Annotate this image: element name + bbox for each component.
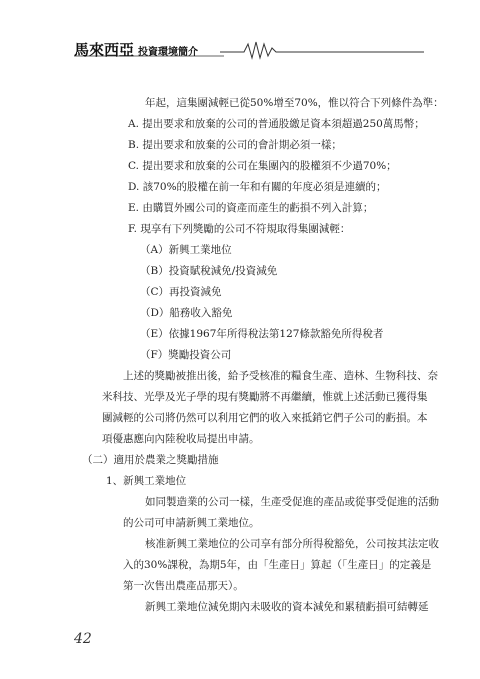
- list-item-b: B. 提出要求和放棄的公司的會計期必須一樣；: [128, 139, 342, 151]
- sub-item-e: （E）依據1967年所得稅法第127條款豁免所得稅者: [140, 328, 384, 340]
- paragraph-line: 核准新興工業地位的公司享有部分所得稅豁免，公司按其法定收: [145, 538, 439, 550]
- sub-item-d: （D）船務收入豁免: [140, 307, 233, 319]
- paragraph-line: 新興工業地位減免期內未吸收的資本減免和累積虧損可結轉延: [145, 601, 429, 613]
- list-item-d: D. 該70%的股權在前一年和有關的年度必須是連續的；: [128, 181, 387, 193]
- sub-item-c: （C）再投資減免: [140, 286, 222, 298]
- paragraph-line: 團減輕的公司將仍然可以利用它們的收入來抵銷它們子公司的虧損。本: [102, 412, 428, 424]
- list-item-a: A. 提出要求和放棄的公司的普通股繳足資本須超過250萬馬幣；: [128, 118, 425, 130]
- header-title-sub: 投資環境簡介: [138, 47, 198, 58]
- list-item-f: F. 現享有下列獎勵的公司不符規取得集團減輕：: [128, 223, 351, 235]
- paragraph-line: 米科技、光學及光子學的現有獎勵將不再繼續，惟就上述活動已獲得集: [102, 391, 428, 403]
- sub-item-b: （B）投資賦稅減免/投資減免: [140, 265, 278, 277]
- page-number: 42: [74, 631, 92, 647]
- header-title-main: 馬來西亞: [74, 41, 135, 59]
- sub-item-a: （A）新興工業地位: [140, 244, 232, 256]
- paragraph-line: 項優惠應向內陸稅收局提出申請。: [102, 433, 260, 445]
- list-item-c: C. 提出要求和放棄的公司在集團內的股權須不少過70%；: [128, 160, 397, 172]
- subsection-heading: 1、新興工業地位: [106, 475, 187, 487]
- paragraph-line: 第一次售出農產品那天）。: [123, 580, 244, 592]
- list-item-e: E. 由購買外國公司的資產而產生的虧損不列入計算；: [128, 202, 374, 214]
- paragraph-line: 的公司可申請新興工業地位。: [123, 517, 260, 529]
- paragraph-line: 上述的獎勵被推出後，給予受核准的糧食生產、造林、生物科技、奈: [123, 370, 438, 382]
- section-heading: （二）適用於農業之獎勵措施: [82, 454, 219, 466]
- paragraph-line: 入的30%課稅，為期5年，由「生產日」算起（「生產日」的定義是: [123, 559, 432, 571]
- paragraph-line: 如同製造業的公司一樣，生產受促進的產品或從事受促進的活動: [145, 496, 439, 508]
- sub-item-f: （F）獎勵投資公司: [140, 349, 232, 361]
- paragraph-line: 年起，這集團減輕已從50%增至70%，惟以符合下列條件為準：: [145, 97, 444, 109]
